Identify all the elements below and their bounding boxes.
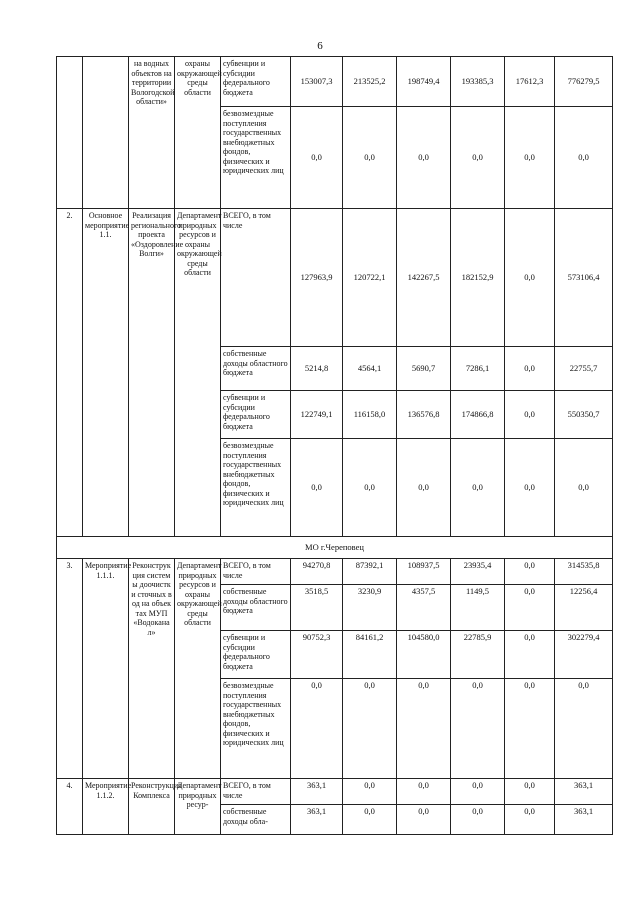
municipality-row (57, 537, 613, 559)
source-label: ВСЕГО, в том числе (221, 559, 291, 585)
amount-cell: 22785,9 (451, 631, 505, 679)
amount-cell: 0,0 (397, 107, 451, 209)
measure-name-cell: Реконструкция системы доочистки сточных вод на объектах МУП «Водоканал» (129, 559, 175, 779)
amount-cell: 0,0 (343, 805, 397, 835)
source-label: безвозмездные поступления государственных внебюджетных фондов, физических и юридических лиц (221, 107, 291, 209)
amount-cell: 4564,1 (343, 347, 397, 391)
source-label: собственные доходы областного бюджета (221, 347, 291, 391)
amount-cell: 0,0 (397, 805, 451, 835)
amount-cell: 104580,0 (397, 631, 451, 679)
amount-cell: 0,0 (505, 107, 555, 209)
amount-cell: 0,0 (451, 107, 505, 209)
source-label: безвозмездные поступления государственных внебюджетных фондов, физических и юридических лиц (221, 439, 291, 537)
amount-cell: 22755,7 (555, 347, 613, 391)
amount-cell: 7286,1 (451, 347, 505, 391)
municipality-label: МО г.Череповец (57, 537, 613, 559)
amount-cell: 302279,4 (555, 631, 613, 679)
amount-cell: 153007,3 (291, 57, 343, 107)
source-label: субвенции и субсидии федерального бюджета (221, 57, 291, 107)
amount-cell: 0,0 (505, 585, 555, 631)
amount-cell: 0,0 (291, 439, 343, 537)
amount-cell: 0,0 (505, 439, 555, 537)
amount-cell: 142267,5 (397, 209, 451, 347)
amount-cell: 5690,7 (397, 347, 451, 391)
amount-cell: 127963,9 (291, 209, 343, 347)
table-row (57, 559, 613, 585)
amount-cell: 0,0 (343, 439, 397, 537)
amount-cell: 0,0 (343, 107, 397, 209)
amount-cell: 363,1 (555, 779, 613, 805)
amount-cell: 0,0 (555, 439, 613, 537)
amount-cell: 550350,7 (555, 391, 613, 439)
measure-name-cell: на водных объектов на территории Вологодской области» (129, 57, 175, 209)
source-label: ВСЕГО, в том числе (221, 209, 291, 347)
amount-cell: 0,0 (291, 107, 343, 209)
amount-cell: 0,0 (505, 347, 555, 391)
amount-cell: 182152,9 (451, 209, 505, 347)
amount-cell: 0,0 (343, 779, 397, 805)
amount-cell: 23935,4 (451, 559, 505, 585)
amount-cell: 0,0 (505, 631, 555, 679)
amount-cell: 84161,2 (343, 631, 397, 679)
amount-cell: 314535,8 (555, 559, 613, 585)
amount-cell: 573106,4 (555, 209, 613, 347)
amount-cell: 0,0 (397, 439, 451, 537)
amount-cell: 193385,3 (451, 57, 505, 107)
amount-cell: 0,0 (397, 779, 451, 805)
amount-cell: 108937,5 (397, 559, 451, 585)
amount-cell: 3518,5 (291, 585, 343, 631)
amount-cell: 0,0 (555, 107, 613, 209)
amount-cell: 0,0 (397, 679, 451, 779)
amount-cell: 12256,4 (555, 585, 613, 631)
amount-cell: 363,1 (291, 779, 343, 805)
amount-cell: 94270,8 (291, 559, 343, 585)
executor-cell: Департамент природных ресур- (175, 779, 221, 835)
amount-cell: 0,0 (451, 439, 505, 537)
amount-cell: 0,0 (505, 209, 555, 347)
executor-cell: Департамент природных ресурсов и охраны окружающей среды области (175, 209, 221, 537)
amount-cell: 0,0 (505, 391, 555, 439)
measure-name-cell: Реконструкция Комплекса (129, 779, 175, 835)
amount-cell: 0,0 (451, 779, 505, 805)
page-number: 6 (317, 40, 323, 52)
amount-cell: 0,0 (451, 679, 505, 779)
amount-cell: 90752,3 (291, 631, 343, 679)
amount-cell: 17612,3 (505, 57, 555, 107)
amount-cell: 213525,2 (343, 57, 397, 107)
measure-name-cell: Реализация регионального проекта «Оздоровление Волги» (129, 209, 175, 537)
source-label: субвенции и субсидии федерального бюджета (221, 631, 291, 679)
measure-type-cell: Мероприятие 1.1.1. (83, 559, 129, 779)
table-row (57, 57, 613, 107)
source-label: собственные доходы обла- (221, 805, 291, 835)
executor-cell: охраны окружающей среды области (175, 57, 221, 209)
amount-cell: 87392,1 (343, 559, 397, 585)
measure-type-cell: Мероприятие 1.1.2. (83, 779, 129, 835)
row-number: 2. (57, 209, 83, 537)
amount-cell: 116158,0 (343, 391, 397, 439)
budget-table (56, 56, 613, 835)
amount-cell: 363,1 (291, 805, 343, 835)
amount-cell: 0,0 (505, 559, 555, 585)
amount-cell: 198749,4 (397, 57, 451, 107)
row-number: 3. (57, 559, 83, 779)
amount-cell: 5214,8 (291, 347, 343, 391)
source-label: собственные доходы областного бюджета (221, 585, 291, 631)
table-row (57, 779, 613, 805)
measure-type-cell: Основное мероприятие 1.1. (83, 209, 129, 537)
amount-cell: 0,0 (505, 779, 555, 805)
amount-cell: 0,0 (291, 679, 343, 779)
amount-cell: 4357,5 (397, 585, 451, 631)
amount-cell: 0,0 (505, 679, 555, 779)
amount-cell: 363,1 (555, 805, 613, 835)
row-number: 4. (57, 779, 83, 835)
source-label: ВСЕГО, в том числе (221, 779, 291, 805)
amount-cell: 174866,8 (451, 391, 505, 439)
table-row (57, 209, 613, 347)
amount-cell: 0,0 (451, 805, 505, 835)
amount-cell: 3230,9 (343, 585, 397, 631)
amount-cell: 0,0 (343, 679, 397, 779)
amount-cell: 776279,5 (555, 57, 613, 107)
source-label: субвенции и субсидии федерального бюджета (221, 391, 291, 439)
executor-cell: Департамент природных ресурсов и охраны окружающей среды области (175, 559, 221, 779)
source-label: безвозмездные поступления государственных внебюджетных фондов, физических и юридических лиц (221, 679, 291, 779)
amount-cell: 0,0 (505, 805, 555, 835)
amount-cell: 136576,8 (397, 391, 451, 439)
amount-cell: 120722,1 (343, 209, 397, 347)
amount-cell: 1149,5 (451, 585, 505, 631)
amount-cell: 122749,1 (291, 391, 343, 439)
amount-cell: 0,0 (555, 679, 613, 779)
